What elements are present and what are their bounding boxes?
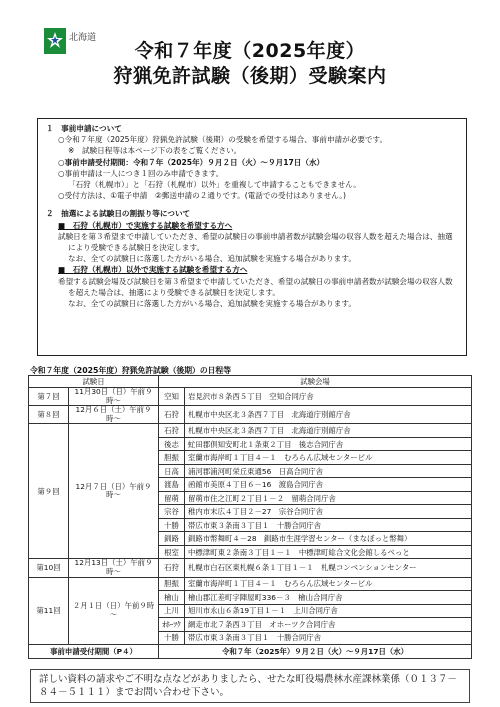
region-cell: 胆振 [159,451,185,465]
contact-footer: 詳しい資料の請求やご不明な点などがありましたら、せたな町役場農林水産課林業係（０１３７－８４－５１１１）までお問い合わせ下さい。 [30,669,470,703]
info-line: 「石狩（札幌市）」と「石狩（札幌市）以外」を重複して申請することもできません。 [68,180,361,190]
date-cell: 12月13日（土）午前９時～ [69,559,159,577]
venue-cell: 釧路市幣舞町４－28 釧路市生涯学習センター（まなぼっと幣舞） [185,532,472,546]
venue-cell: 浦河郡浦河町栄丘東通56 日高合同庁舎 [185,464,472,478]
venue-cell: 中標津町東２条南３丁目１－１ 中標津町総合文化会館しるべっと [185,545,472,559]
info-note: ※ 試験日程等は本ページ下の表をご覧ください。 [68,146,242,156]
section-1-heading: １ 事前申請について [46,124,122,133]
region-cell: 胆振 [159,577,185,591]
venue-cell: 旭川市永山６条19丁目１－１ 上川合同庁舎 [185,604,472,618]
info-paragraph: 試験日を第３希望まで申請していただき、希望の試験日の事前申請者数が試験会場の収容人数を超えた場合は、抽選により受験できる試験日を決定します。 [58,231,453,253]
table-header-row [29,376,472,388]
prefecture-label: 北海道 [69,33,97,43]
region-cell: 空知 [159,388,185,406]
region-cell: 上川 [159,604,185,618]
table-row [29,406,472,424]
venue-cell: 稚内市末広４丁目２－27 宗谷合同庁舎 [185,505,472,519]
date-cell: 12月７日（日）午前９時～ [69,424,159,559]
venue-cell: 室蘭市海岸町１丁目４－１ むろらん広域センタービル [185,577,472,591]
region-cell: 留萌 [159,491,185,505]
venue-cell: 留萌市住之江町２丁目１－２ 留萌合同庁舎 [185,491,472,505]
application-period: ○事前申請受付期間：令和７年（2025年）９月２日（火）～９月17日（水） [58,157,325,167]
region-cell: 十勝 [159,631,185,645]
info-box [37,118,467,356]
period-value: 令和７年（2025年）９月２日（火）～９月17日（水） [159,645,472,659]
region-cell: 釧路 [159,532,185,546]
schedule-caption: 令和７年度（2025年度）狩猟免許試験（後期）の日程等 [30,366,232,375]
venue-cell: 帯広市東３条南３丁目１ 十勝合同庁舎 [185,518,472,532]
round-cell: 第７回 [29,388,69,406]
venue-cell: 檜山郡江差町字陣屋町336－３ 檜山合同庁舎 [185,591,472,605]
region-cell: 根室 [159,545,185,559]
schedule-table [28,375,472,659]
region-cell: 石狩 [159,424,185,438]
venue-cell: 函館市美原４丁目６－16 渡島合同庁舎 [185,478,472,492]
page-title: 令和７年度（2025年度） [134,40,366,62]
venue-cell: 札幌市中央区北３条西７丁目 北海道庁別館庁舎 [185,424,472,438]
venue-cell: 帯広市東３条南３丁目１ 十勝合同庁舎 [185,631,472,645]
sapporo-heading: ■ 石狩（札幌市）で実施する試験を希望する方へ [58,220,233,230]
venue-cell: 虻田郡倶知安町北１条東２丁目 後志合同庁舎 [185,437,472,451]
venue-cell: 札幌市中央区北３条西７丁目 北海道庁別館庁舎 [185,406,472,424]
info-line: ○事前申請は一人につき１回のみ申請できます。 [58,168,224,178]
region-cell: 石狩 [159,406,185,424]
info-paragraph: 希望する試験会場及び試験日を第３希望まで申請していただき、希望の試験日の事前申請者数が試験会場の収容人数を超えた場合は、抽選により受験できる試験日を決定します。 [58,276,453,297]
venue-cell: 室蘭市海岸町１丁目４－１ むろらん広域センタービル [185,451,472,465]
table-row [29,424,472,438]
date-cell: 11月30日（日）午前９時～ [69,388,159,406]
region-cell: 檜山 [159,591,185,605]
column-header-venue: 試験会場 [159,376,472,388]
period-label: 事前申請受付期間（P４） [29,645,159,659]
info-line: ○令和７年度（2025年度）狩猟免許試験（後期）の受験を希望する場合、事前申請が必要です。 [58,135,388,145]
region-cell: 十勝 [159,518,185,532]
region-cell: 宗谷 [159,505,185,519]
info-line: ○受付方法は、①電子申請 ②郵送申請の２通りです。(電話での受付はありません。) [58,191,346,201]
table-row [29,559,472,577]
region-cell: 日高 [159,464,185,478]
round-cell: 第11回 [29,577,69,645]
venue-cell: 網走市北７条西３丁目 オホーツク合同庁舎 [185,618,472,632]
region-cell: 石狩 [159,559,185,577]
info-paragraph: なお、全ての試験日に落選した方がいる場合、追加試験を実施する場合があります。 [68,299,356,309]
info-paragraph: なお、全ての試験日に落選した方がいる場合、追加試験を実施する場合があります。 [68,254,356,264]
section-2-heading: ２ 抽選による試験日の割振り等について [46,209,191,219]
table-row [29,577,472,591]
date-cell: 12月６日（土）午前９時～ [69,406,159,424]
table-row [29,388,472,406]
venue-cell: 札幌市白石区東札幌６条１丁目１－１ 札幌コンベンションセンター [185,559,472,577]
round-cell: 第８回 [29,406,69,424]
date-cell: ２月１日（日）午前９時～ [69,577,159,645]
round-cell: 第10回 [29,559,69,577]
region-cell: ｵﾎｰﾂｸ [159,618,185,632]
page-subtitle: 狩猟免許試験（後期）受験案内 [113,65,387,87]
round-cell: 第９回 [29,424,69,559]
period-row [29,645,472,659]
region-cell: 渡島 [159,478,185,492]
region-cell: 後志 [159,437,185,451]
non-sapporo-heading: ■ 石狩（札幌市）以外で実施する試験を希望する方へ [58,265,248,275]
venue-cell: 岩見沢市８条西５丁目 空知合同庁舎 [185,388,472,406]
column-header-date: 試験日 [29,376,159,388]
